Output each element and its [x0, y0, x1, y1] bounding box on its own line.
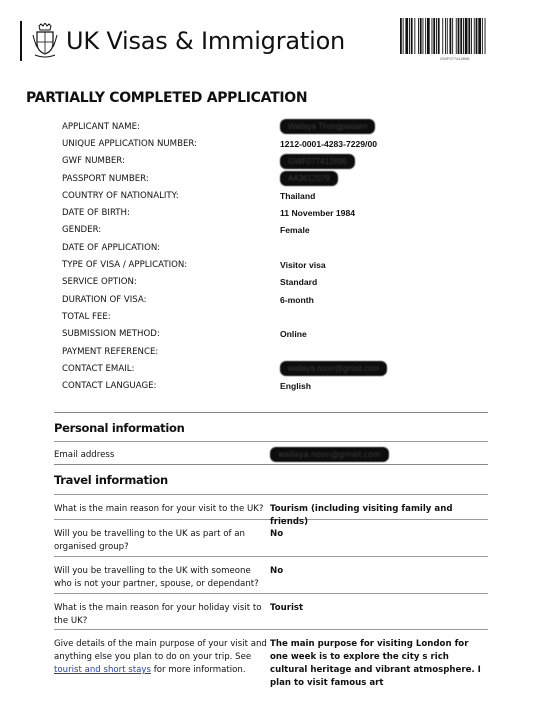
- personal-heading: Personal information: [54, 421, 185, 435]
- summary-row: [62, 377, 502, 394]
- summary-value: English: [280, 381, 312, 392]
- summary-label: CONTACT LANGUAGE:: [62, 381, 157, 392]
- travel-section: [54, 464, 488, 689]
- question-text: What is the main reason for your holiday visit to the UK?: [54, 603, 262, 626]
- question-row: [54, 629, 488, 689]
- summary-value: 6-month: [280, 294, 314, 305]
- barcode-bar: [485, 18, 486, 54]
- answer-text: Tourist: [270, 603, 304, 613]
- barcode-bar: [445, 18, 446, 54]
- barcode-bar: [436, 18, 437, 54]
- summary-row: [62, 291, 502, 308]
- summary-label: APPLICANT NAME:: [62, 121, 140, 132]
- summary-value: Thailand: [280, 190, 316, 201]
- barcode-bar: [425, 18, 426, 54]
- question-text: Will you be travelling to the UK as part of an organised group?: [54, 529, 245, 552]
- tourist-short-stays-link[interactable]: tourist and short stays: [54, 665, 151, 675]
- application-summary: [62, 118, 502, 395]
- summary-label: GENDER:: [62, 225, 102, 236]
- summary-value: [280, 361, 387, 376]
- barcode-bar: [474, 18, 475, 54]
- barcode-bar: [423, 18, 424, 54]
- purpose-answer: The main purpose for visiting London for one week is to explore the city s rich cultural heritage and vibrant atmosphere. I plan to visit famous art: [270, 639, 481, 688]
- summary-value: Standard: [280, 277, 318, 288]
- barcode-bar: [468, 18, 470, 54]
- email-value-redacted: wallaya.noon@gmail.com: [270, 447, 389, 462]
- summary-value: [280, 171, 338, 186]
- summary-label: PASSPORT NUMBER:: [62, 173, 149, 184]
- summary-label: GWF NUMBER:: [62, 156, 125, 167]
- header: [20, 20, 345, 62]
- summary-row: [62, 118, 502, 135]
- summary-value: Online: [280, 329, 307, 340]
- royal-crest-icon: [32, 23, 58, 59]
- summary-value-redacted: Wallaya Thongpaisarn: [280, 119, 375, 134]
- summary-label: SUBMISSION METHOD:: [62, 329, 160, 340]
- answer-text: No: [270, 566, 284, 576]
- summary-row: [62, 308, 502, 325]
- summary-row: [62, 170, 502, 187]
- question-text: Will you be travelling to the UK with someone who is not your partner, spouse, or dependant?: [54, 566, 259, 589]
- summary-label: COUNTRY OF NATIONALITY:: [62, 190, 179, 201]
- barcode-bar: [418, 18, 419, 54]
- answer-text: Tourism (including visiting family and friends): [270, 504, 453, 527]
- summary-value-redacted: AA3612079: [280, 171, 338, 186]
- summary-value-redacted: wallaya.noon@gmail.com: [280, 361, 387, 376]
- purpose-question-text: Give details of the main purpose of your visit and anything else you plan to do on your trip. See: [54, 639, 267, 662]
- summary-row: [62, 343, 502, 360]
- summary-label: CONTACT EMAIL:: [62, 363, 135, 374]
- summary-value: [280, 154, 355, 169]
- summary-row: [62, 274, 502, 291]
- question-row: [54, 556, 488, 593]
- barcode-bar: [482, 18, 483, 54]
- summary-row: [62, 187, 502, 204]
- barcode-bar: [420, 18, 422, 54]
- answer-text: No: [270, 529, 284, 539]
- summary-value: Female: [280, 225, 310, 236]
- email-label: Email address: [54, 450, 115, 460]
- page-title: UK Visas & Immigration: [66, 27, 346, 55]
- summary-value: [280, 119, 375, 134]
- barcode-bar: [403, 18, 404, 54]
- barcode-bar: [400, 18, 402, 54]
- summary-row: [62, 153, 502, 170]
- barcode-bar: [411, 18, 413, 54]
- summary-label: TYPE OF VISA / APPLICATION:: [62, 260, 188, 271]
- barcode-number: GWF077412896: [440, 56, 470, 61]
- personal-section: [54, 412, 488, 467]
- summary-value: 1212-0001-4283-7229/00: [280, 138, 378, 149]
- barcode-bar: [447, 18, 448, 54]
- purpose-question: [54, 638, 270, 689]
- barcode-bar: [442, 18, 443, 54]
- barcode-bar: [463, 18, 464, 54]
- summary-label: TOTAL FEE:: [62, 311, 111, 322]
- document-title: PARTIALLY COMPLETED APPLICATION: [26, 90, 308, 106]
- barcode-bar: [460, 18, 462, 54]
- barcode-bar: [433, 18, 435, 54]
- summary-label: SERVICE OPTION:: [62, 277, 137, 288]
- barcode-bar: [452, 18, 453, 54]
- barcode-bar: [432, 18, 433, 54]
- summary-row: [62, 326, 502, 343]
- summary-row: [62, 239, 502, 256]
- question-row: [54, 593, 488, 629]
- barcode: [400, 18, 508, 58]
- barcode-bar: [414, 18, 415, 54]
- barcode-bar: [427, 18, 430, 54]
- summary-row: [62, 135, 502, 152]
- barcode-bar: [458, 18, 460, 54]
- summary-value: Visitor visa: [280, 260, 326, 271]
- purpose-question-suffix: for more information.: [153, 665, 246, 675]
- barcode-bar: [450, 18, 452, 54]
- summary-label: DATE OF BIRTH:: [62, 208, 130, 219]
- travel-heading: Travel information: [54, 473, 168, 487]
- section-divider: [54, 464, 488, 465]
- summary-row: [62, 222, 502, 239]
- barcode-bar: [476, 18, 478, 54]
- summary-value: 11 November 1984: [280, 208, 356, 219]
- summary-row: [62, 204, 502, 221]
- barcode-bar: [465, 18, 468, 54]
- summary-label: PAYMENT REFERENCE:: [62, 346, 159, 357]
- barcode-bar: [438, 18, 440, 54]
- summary-row: [62, 360, 502, 377]
- summary-label: DATE OF APPLICATION:: [62, 242, 161, 253]
- header-divider: [20, 21, 22, 61]
- summary-label: UNIQUE APPLICATION NUMBER:: [62, 138, 198, 149]
- barcode-bar: [405, 18, 408, 54]
- question-row: [54, 494, 488, 527]
- summary-value-redacted: GWF077412896: [280, 154, 355, 169]
- summary-row: [62, 256, 502, 273]
- barcode-bar: [456, 18, 457, 54]
- question-text: What is the main reason for your visit to the UK?: [54, 504, 264, 514]
- barcode-bar: [409, 18, 410, 54]
- barcode-bar: [478, 18, 481, 54]
- section-divider: [54, 412, 488, 413]
- barcode-bar: [471, 18, 472, 54]
- summary-label: DURATION OF VISA:: [62, 294, 147, 305]
